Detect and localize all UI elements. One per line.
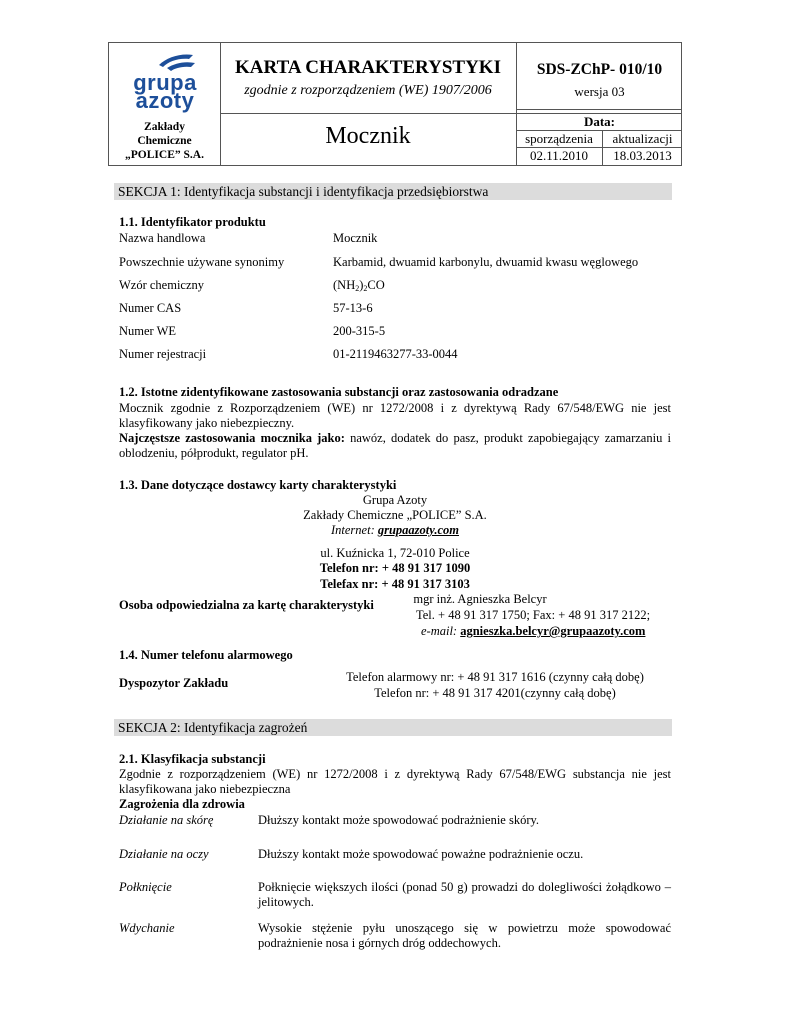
s12-title: 1.2. Istotne zidentyfikowane zastosowania substancji oraz zastosowania odradzane [119,385,559,399]
responsible-label: Osoba odpowiedzialna za kartę charakterystyki [119,598,374,612]
s12-uses-text: nawóz, dodatek do pasz, produkt zapobiegający zamarzaniu i oblodzeniu, półprodukt, regulator pH. [119,431,671,460]
field-value: Karbamid, dwuamid karbonylu, dwuamid kwasu węglowego [333,255,639,269]
company-name-line: Chemiczne [137,135,192,147]
email-link[interactable]: agnieszka.belcyr@grupaazoty.com [460,624,646,638]
internet-link[interactable]: grupaazoty.com [377,523,459,537]
s21-title: 2.1. Klasyfikacja substancji [119,752,266,766]
s11-title: 1.1. Identyfikator produktu [119,215,266,229]
s14-title: 1.4. Numer telefonu alarmowego [119,648,293,662]
doc-subtitle: zgodnie z rozporządzeniem (WE) 1907/2006 [244,83,492,98]
company-logo [119,51,211,117]
field-label: Numer CAS [119,301,182,315]
responsible-email [421,624,645,639]
date-label: Data: [583,114,616,129]
hazard-label: Działanie na skórę [119,813,214,827]
company-name-line: „POLICE” S.A. [125,149,204,161]
field-value: Mocznik [333,231,378,245]
field-label: Wzór chemiczny [119,278,205,292]
s12-text: Mocznik zgodnie z Rozporządzeniem (WE) nr 1272/2008 i z dyrektywą Rady 67/548/EWG nie jest klasyfikowany jako niebezpieczny. [119,401,671,430]
hazard-text: Dłuższy kontakt może spowodować poważne podrażnienie oczu. [258,847,584,861]
section-1-title: SEKCJA 1: Identyfikacja substancji i identyfikacja przedsiębiorstwa [114,183,672,200]
hazard-label: Połknięcie [119,880,172,894]
supplier-fax: Telefax nr: + 48 91 317 3103 [320,577,470,591]
s13-title: 1.3. Dane dotyczące dostawcy karty charakterystyki [119,478,397,492]
formula-sub: 2 [363,284,368,293]
s12-uses [119,431,671,461]
section-2-title: SEKCJA 2: Identyfikacja zagrożeń [114,719,672,736]
doc-code: SDS-ZChP- 010/10 [536,61,663,78]
supplier-company: Zakłady Chemiczne „POLICE” S.A. [303,508,487,522]
field-label: Numer rejestracji [119,347,207,361]
hazard-text: Wysokie stężenie pyłu unoszącego się w powietrzu może spowodować podrażnienie nosa i górnych dróg oddechowych. [258,921,671,950]
hazard-label: Wdychanie [119,921,175,935]
supplier-name: Grupa Azoty [362,493,428,507]
field-label: Powszechnie używane synonimy [119,255,285,269]
supplier-phone: Telefon nr: + 48 91 317 1090 [319,561,471,575]
chemical-formula [333,278,385,293]
field-value: 200-315-5 [333,324,386,338]
hazard-label: Działanie na oczy [119,847,209,861]
internet-label: Internet [330,523,371,537]
product-name-header: Mocznik [325,123,411,149]
supplier-address: ul. Kuźnicka 1, 72-010 Police [320,546,470,560]
date-updated: 18.03.2013 [613,148,672,163]
date-updated-label: aktualizacji [612,131,673,146]
field-label: Numer WE [119,324,177,338]
formula-part: ) [359,278,364,292]
logo-text-line1: grupa [133,70,197,95]
phone-2: Telefon nr: + 48 91 317 4201(czynny całą dobę) [374,686,616,700]
date-created-label: sporządzenia [525,131,593,146]
header-divider [516,109,681,110]
company-name-line: Zakłady [144,121,185,133]
internet-sep: : [370,523,378,537]
logo-text-line2: azoty [135,88,195,113]
date-created: 02.11.2010 [529,148,589,163]
formula-part: (NH [333,278,356,292]
responsible-name: mgr inż. Agnieszka Belcyr [413,592,547,606]
dispatcher-label: Dyspozytor Zakładu [119,676,229,690]
formula-sub: 2 [355,284,360,293]
supplier-internet [119,523,671,538]
company-name [109,120,220,162]
health-title: Zagrożenia dla zdrowia [119,797,245,811]
formula-part: CO [367,278,385,292]
alarm-phone: Telefon alarmowy nr: + 48 91 317 1616 (czynny całą dobę) [346,670,644,684]
doc-title: KARTA CHARAKTERYSTYKI [235,57,501,78]
header-table [108,42,682,166]
field-value: 57-13-6 [333,301,373,315]
s21-text: Zgodnie z rozporządzeniem (WE) nr 1272/2008 i z dyrektywą Rady 67/548/EWG substancja nie jest klasyfikowana jako niebezpieczna [119,767,671,796]
field-value: 01-2119463277-33-0044 [333,347,458,361]
responsible-contact: Tel. + 48 91 317 1750; Fax: + 48 91 317 2122; [416,608,651,622]
doc-version: wersja 03 [574,84,625,99]
field-label: Nazwa handlowa [119,231,206,245]
hazard-text: Połknięcie większych ilości (ponad 50 g) prowadzi do dolegliwości żołądkowo – jelitowych. [258,880,671,909]
s12-uses-label: Najczęstsze zastosowania mocznika jako: [119,431,345,445]
hazard-text: Dłuższy kontakt może spowodować podrażnienie skóry. [258,813,540,827]
email-label: e-mail: [421,624,458,638]
